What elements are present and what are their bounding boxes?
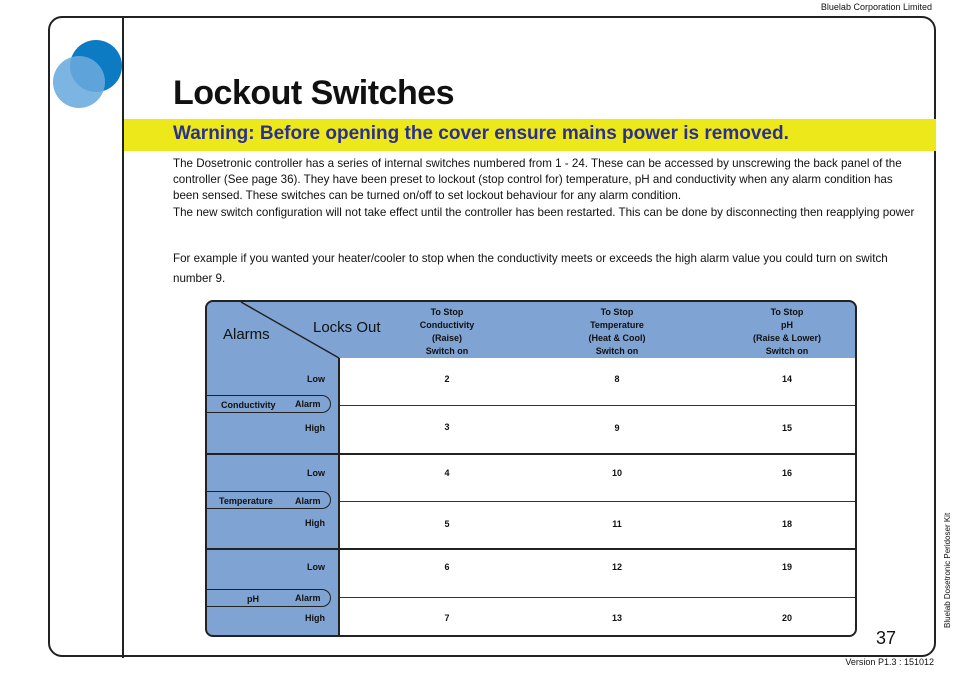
low-label: Low xyxy=(307,374,325,384)
intro-text: The Dosetronic controller has a series of internal switches numbered from 1 - 24. These can be accessed by unscrewing the back panel of the controller (See page 36). They have been preset to lockout (stop control for) temperature, pH and conductivity when any alarm condition has been sensed. These switches can be turned on/off to set lockout behaviour for any alarm condition. The new switch configuration will not take effect until the controller has been restarted. This can be done by disconnecting then reapplying power xyxy=(173,157,915,219)
switch-number: 10 xyxy=(611,468,622,478)
switch-number: 16 xyxy=(781,468,792,478)
switch-number: 3 xyxy=(444,422,450,432)
warning-text: Warning: Before opening the cover ensure mains power is removed. xyxy=(173,123,789,144)
intro-paragraph xyxy=(173,156,918,221)
switch-number: 18 xyxy=(781,519,792,529)
high-label: High xyxy=(305,518,325,528)
alarm-label: Alarm xyxy=(295,399,321,409)
switch-number: 9 xyxy=(614,423,620,433)
locks-out-label: Locks Out xyxy=(313,319,381,336)
group-divider xyxy=(339,453,857,455)
group-divider-left xyxy=(207,453,339,455)
group-name: pH xyxy=(247,594,259,604)
column-divider xyxy=(338,358,340,637)
switch-number: 19 xyxy=(781,562,792,572)
high-label: High xyxy=(305,423,325,433)
alarm-label: Alarm xyxy=(295,496,321,506)
row-divider xyxy=(339,597,857,598)
switch-number: 5 xyxy=(444,519,450,529)
switch-number: 7 xyxy=(444,613,450,623)
switch-number: 11 xyxy=(612,519,622,529)
page-title: Lockout Switches xyxy=(173,74,455,112)
group-divider xyxy=(339,548,857,550)
switch-number: 12 xyxy=(611,562,622,572)
high-label: High xyxy=(305,613,325,623)
margin-divider xyxy=(122,16,124,658)
row-divider xyxy=(339,501,857,502)
lockout-table xyxy=(205,300,857,637)
low-label: Low xyxy=(307,468,325,478)
switch-number: 6 xyxy=(444,562,450,572)
switch-number: 4 xyxy=(444,468,450,478)
version-label: Version P1.3 : 151012 xyxy=(845,657,934,667)
switch-number: 14 xyxy=(781,374,792,384)
side-document-title: Bluelab Dosetronic Peridoser Kit xyxy=(943,512,952,628)
group-divider-left xyxy=(207,548,339,550)
values-area xyxy=(339,358,857,637)
row-divider xyxy=(339,405,857,406)
column-header-ph: To Stop pH (Raise & Lower) Switch on xyxy=(752,307,821,356)
logo-circle-light xyxy=(53,56,105,108)
example-paragraph xyxy=(173,249,918,288)
alarms-label: Alarms xyxy=(223,326,270,343)
switch-number: 13 xyxy=(611,613,622,623)
company-name: Bluelab Corporation Limited xyxy=(820,2,932,12)
example-text: For example if you wanted your heater/cooler to stop when the conductivity meets or exceeds the high alarm value you could turn on switch number 9. xyxy=(173,252,888,285)
low-label: Low xyxy=(307,562,325,572)
switch-number: 2 xyxy=(444,374,450,384)
column-header-conductivity: To Stop Conductivity (Raise) Switch on xyxy=(419,307,475,356)
switch-number: 15 xyxy=(781,423,792,433)
group-name: Conductivity xyxy=(221,400,276,410)
switch-number: 8 xyxy=(614,374,620,384)
page-number: 37 xyxy=(876,628,897,648)
alarm-label: Alarm xyxy=(295,593,321,603)
switch-number: 20 xyxy=(781,613,792,623)
column-header-temperature: To Stop Temperature (Heat & Cool) Switch on xyxy=(588,307,646,356)
group-name: Temperature xyxy=(219,496,273,506)
